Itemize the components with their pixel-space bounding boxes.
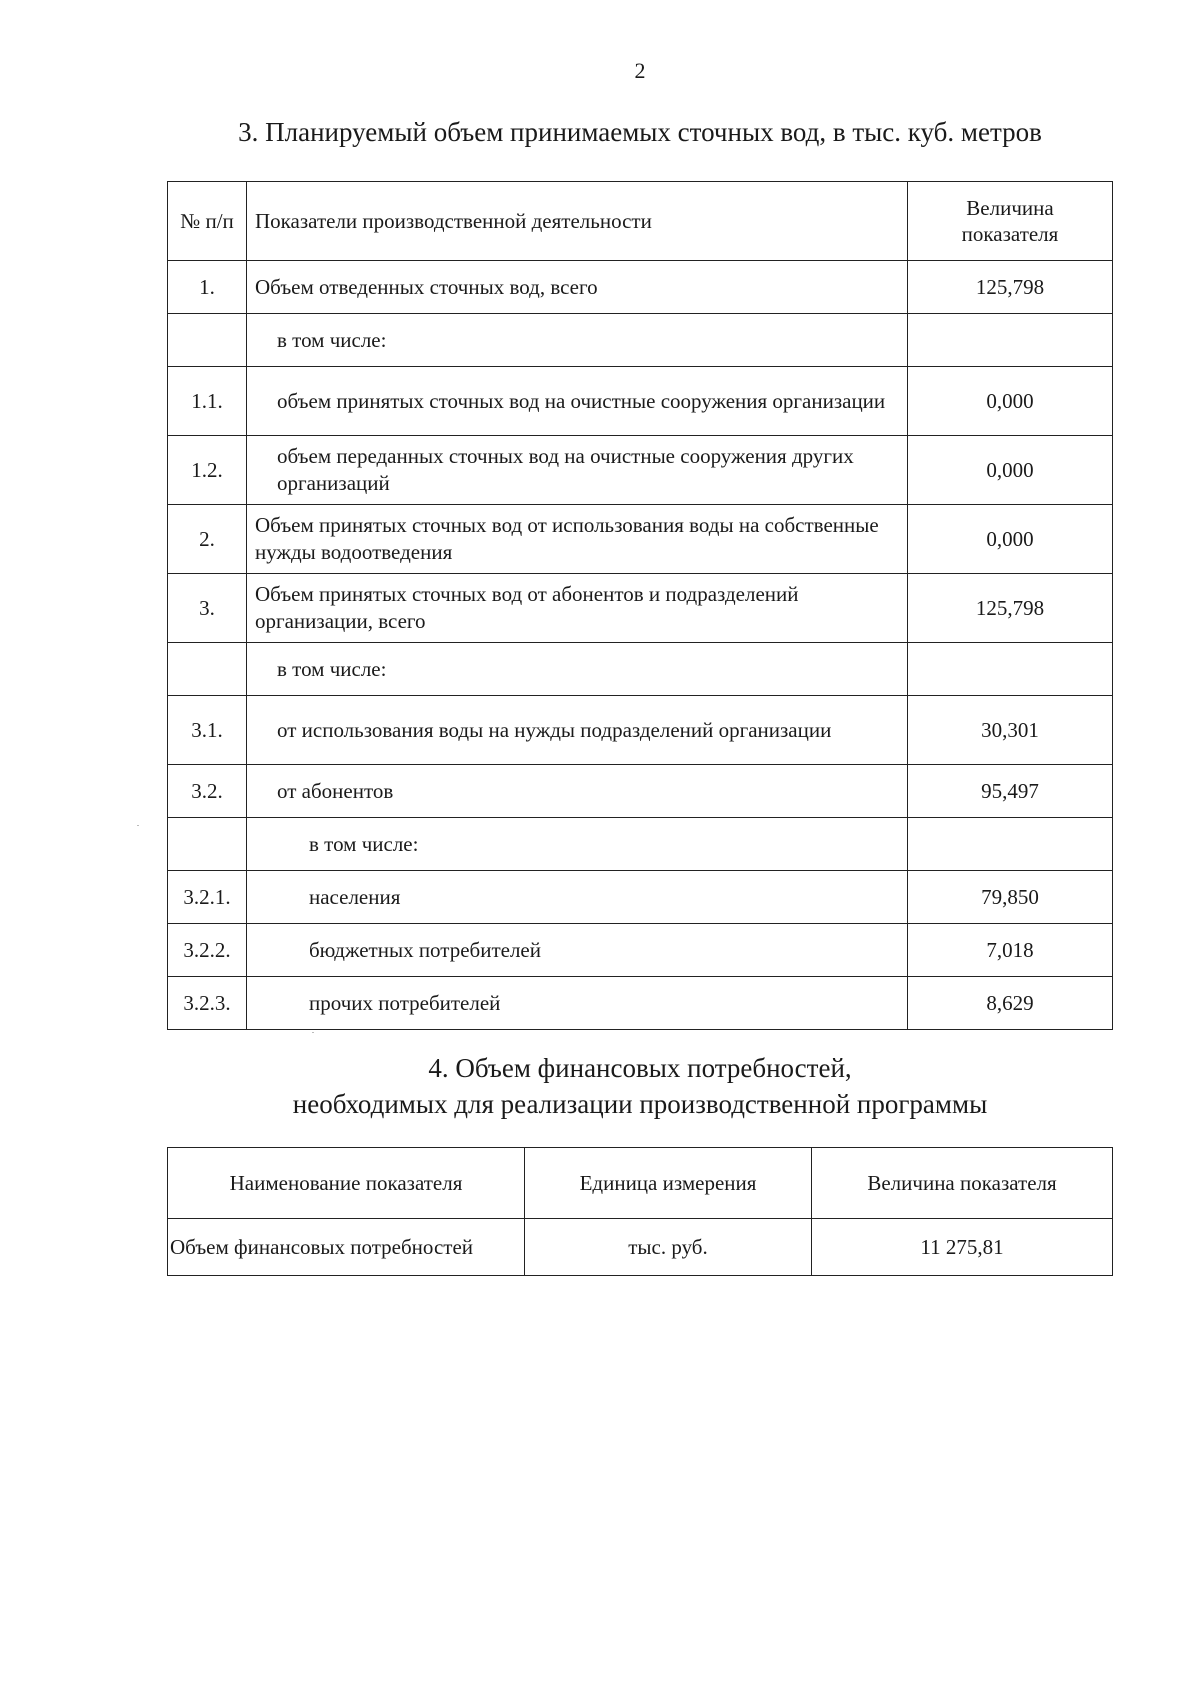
- section-4-title-line-1: 4. Объем финансовых потребностей,: [428, 1053, 852, 1083]
- table-row: [168, 367, 1113, 436]
- row-value: 11 275,81: [812, 1219, 1113, 1276]
- table-row: [168, 1219, 1113, 1276]
- row-num: 3.2.3.: [168, 977, 247, 1030]
- table-row: [168, 574, 1113, 643]
- scan-speck: [312, 1032, 314, 1033]
- row-value: 79,850: [908, 871, 1113, 924]
- row-indicator: объем переданных сточных вод на очистные сооружения других организаций: [247, 436, 908, 505]
- row-indicator: объем принятых сточных вод на очистные сооружения организации: [247, 367, 908, 436]
- header-num: № п/п: [168, 182, 247, 261]
- row-num: 1.1.: [168, 367, 247, 436]
- row-value: 7,018: [908, 924, 1113, 977]
- table-row: [168, 696, 1113, 765]
- section-3-title: 3. Планируемый объем принимаемых сточных вод, в тыс. куб. метров: [238, 117, 1042, 147]
- table-row: [168, 977, 1113, 1030]
- row-indicator: Объем принятых сточных вод от использования воды на собственные нужды водоотведения: [247, 505, 908, 574]
- header-unit: Единица измерения: [525, 1148, 812, 1219]
- page-number: 2: [634, 58, 646, 83]
- financial-needs-table: [167, 1147, 1113, 1276]
- row-value: 0,000: [908, 505, 1113, 574]
- row-num: 1.: [168, 261, 247, 314]
- row-num: 1.2.: [168, 436, 247, 505]
- row-indicator: от абонентов: [247, 765, 908, 818]
- row-value: [908, 643, 1113, 696]
- row-indicator: прочих потребителей: [247, 977, 908, 1030]
- row-indicator: в том числе:: [247, 643, 908, 696]
- row-value: 30,301: [908, 696, 1113, 765]
- row-num: 3.: [168, 574, 247, 643]
- row-indicator: от использования воды на нужды подразделений организации: [247, 696, 908, 765]
- section-4-title: [0, 1050, 1200, 1122]
- row-num: [168, 643, 247, 696]
- row-num: 3.2.: [168, 765, 247, 818]
- row-num: 3.2.2.: [168, 924, 247, 977]
- table-row: [168, 314, 1113, 367]
- row-num: 3.1.: [168, 696, 247, 765]
- table-row: [168, 261, 1113, 314]
- row-num: [168, 314, 247, 367]
- table-row: [168, 818, 1113, 871]
- header-indicator-name: Наименование показателя: [168, 1148, 525, 1219]
- table-row: [168, 765, 1113, 818]
- table-row: [168, 871, 1113, 924]
- row-indicator: в том числе:: [247, 818, 908, 871]
- table-header-row: [168, 182, 1113, 261]
- row-num: [168, 818, 247, 871]
- row-indicator-name: Объем финансовых потребностей: [168, 1219, 525, 1276]
- row-value: 125,798: [908, 574, 1113, 643]
- table-row: [168, 436, 1113, 505]
- row-value: 0,000: [908, 367, 1113, 436]
- header-value: Величина показателя: [908, 182, 1113, 261]
- header-value: Величина показателя: [812, 1148, 1113, 1219]
- row-indicator: населения: [247, 871, 908, 924]
- table-row: [168, 505, 1113, 574]
- row-indicator: Объем отведенных сточных вод, всего: [247, 261, 908, 314]
- row-value: 95,497: [908, 765, 1113, 818]
- table-header-row: [168, 1148, 1113, 1219]
- row-value: [908, 314, 1113, 367]
- row-indicator: Объем принятых сточных вод от абонентов и подразделений организации, всего: [247, 574, 908, 643]
- table-row: [168, 924, 1113, 977]
- row-num: 3.2.1.: [168, 871, 247, 924]
- header-indicator: Показатели производственной деятельности: [247, 182, 908, 261]
- row-num: 2.: [168, 505, 247, 574]
- row-value: 8,629: [908, 977, 1113, 1030]
- row-indicator: в том числе:: [247, 314, 908, 367]
- row-unit: тыс. руб.: [525, 1219, 812, 1276]
- scan-speck: [137, 825, 139, 826]
- row-indicator: бюджетных потребителей: [247, 924, 908, 977]
- wastewater-volume-table: [167, 181, 1113, 1030]
- row-value: [908, 818, 1113, 871]
- table-row: [168, 643, 1113, 696]
- row-value: 0,000: [908, 436, 1113, 505]
- section-4-title-line-2: необходимых для реализации производственной программы: [292, 1089, 988, 1119]
- row-value: 125,798: [908, 261, 1113, 314]
